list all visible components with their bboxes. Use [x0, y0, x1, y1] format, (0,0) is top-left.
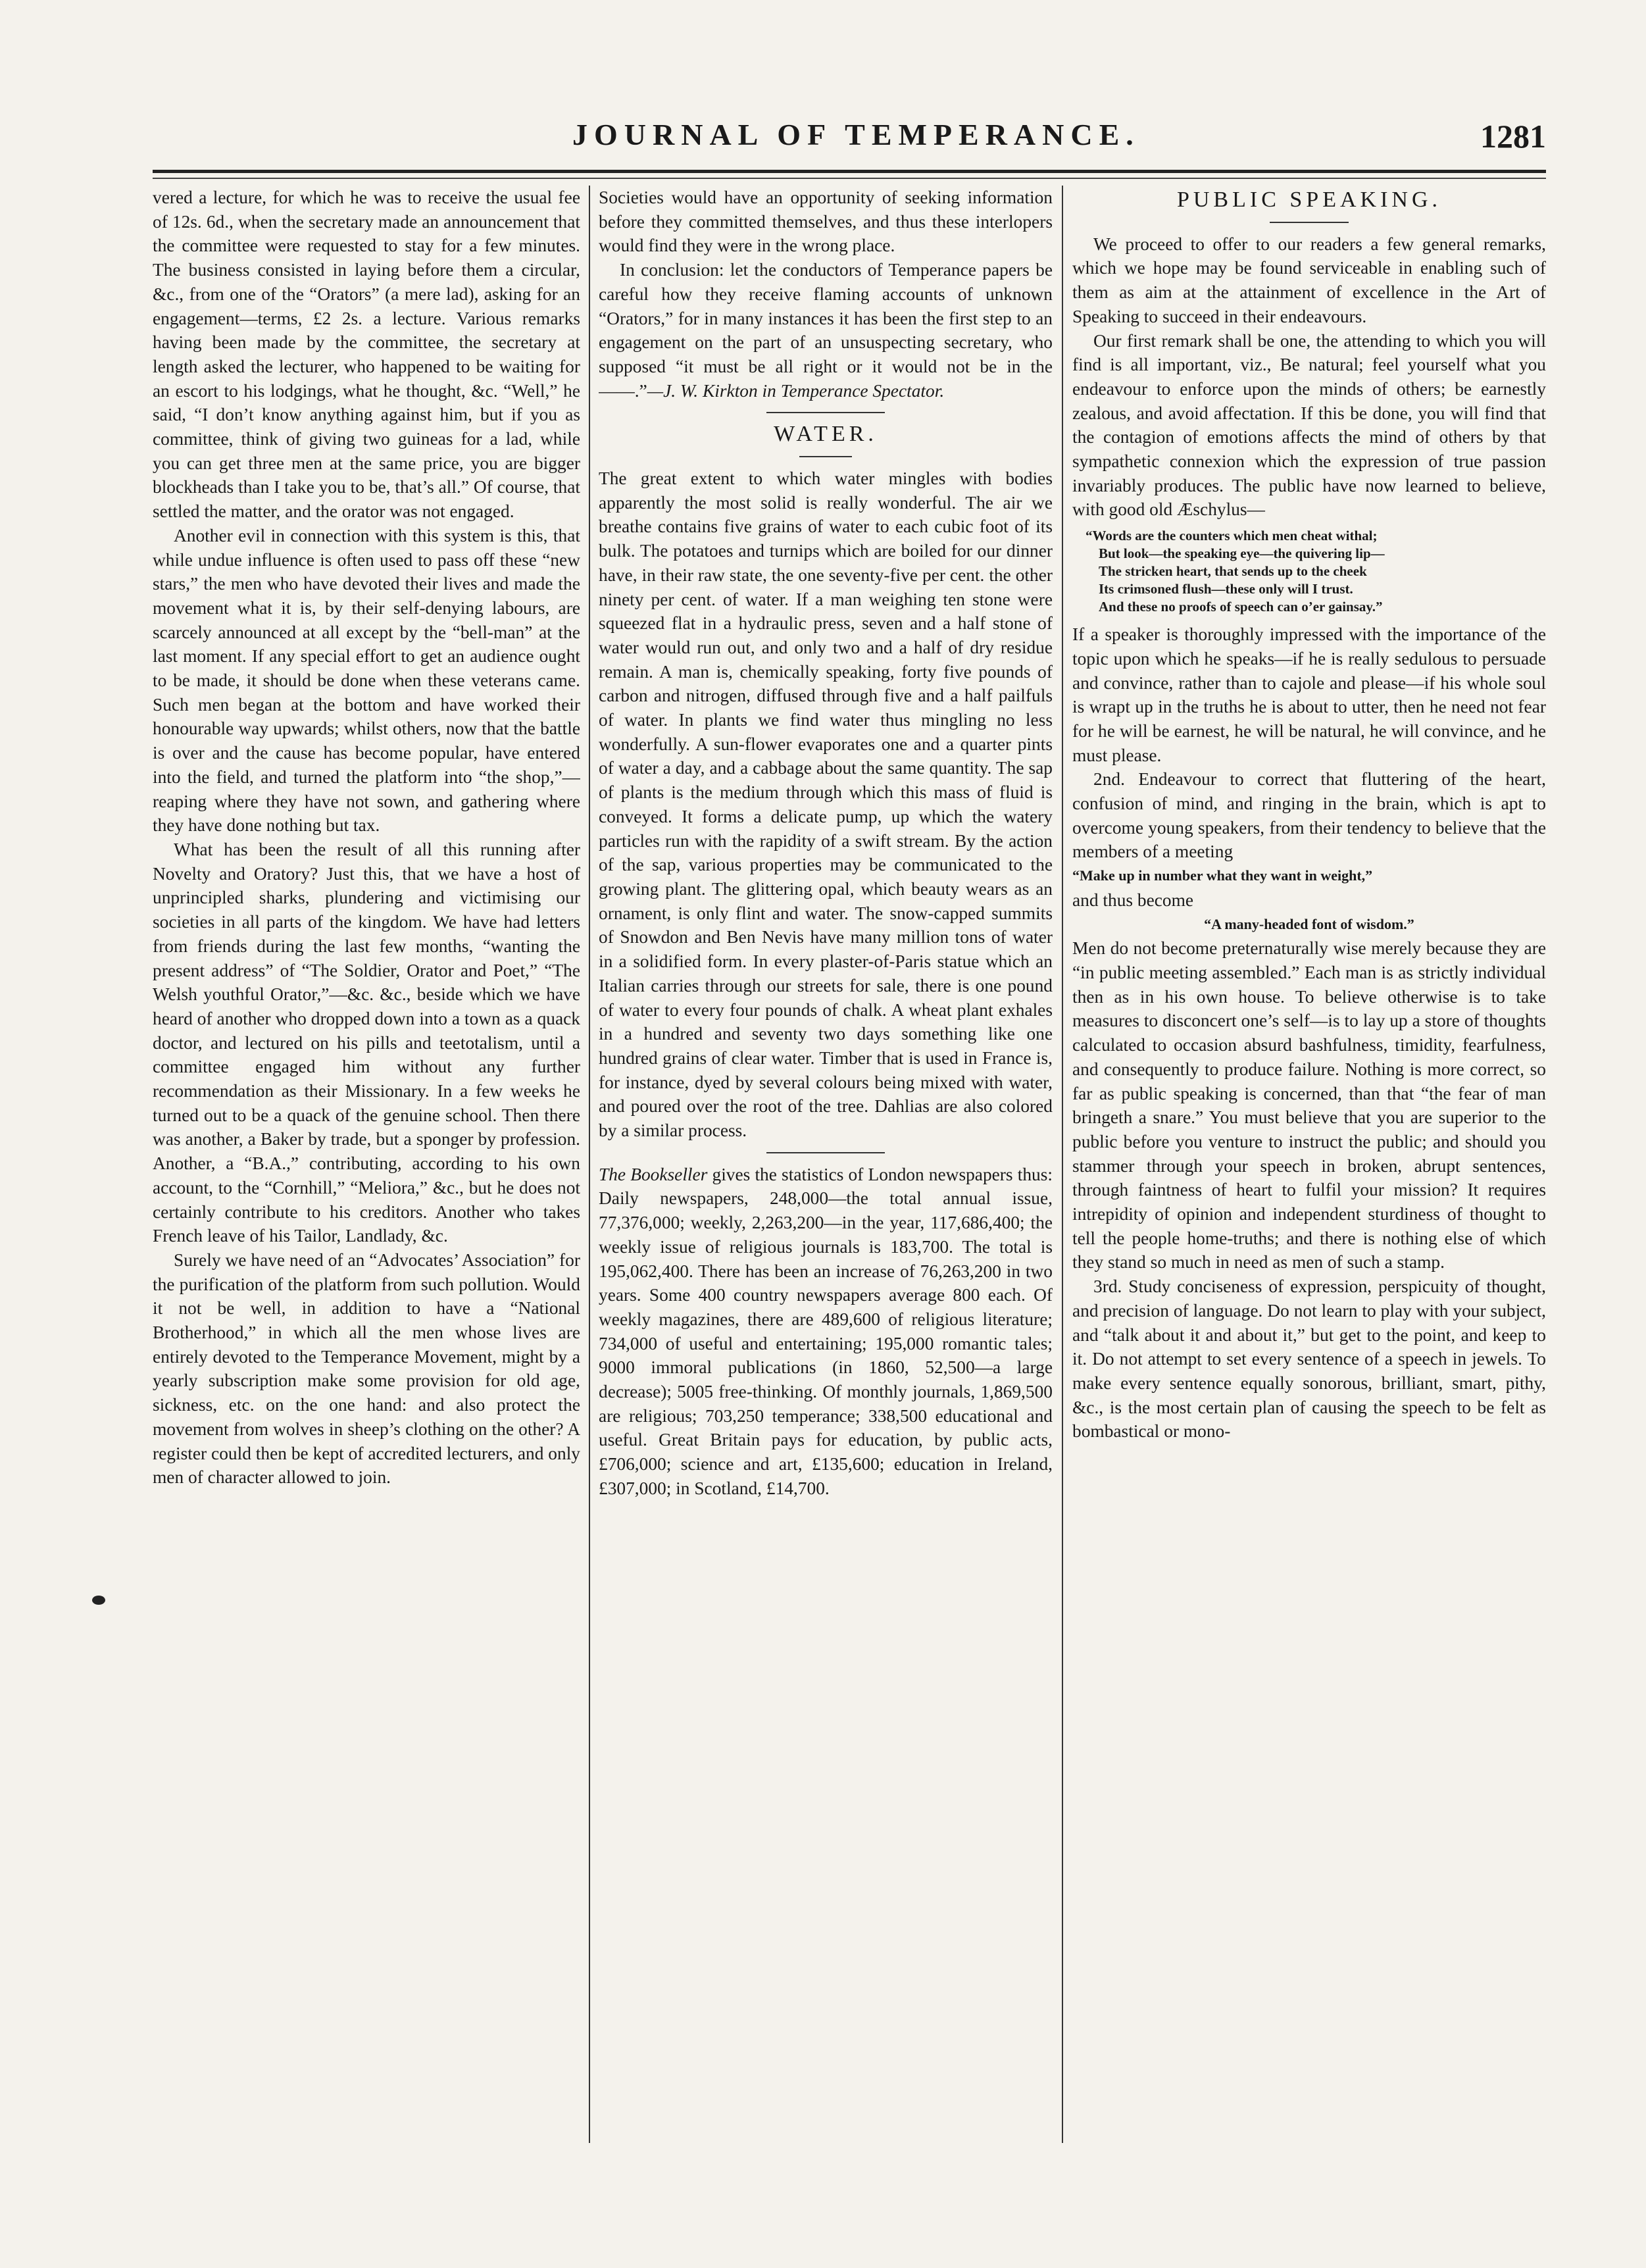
col1-paragraph-2: Another evil in connection with this system is this, that while undue influence is often used to pass off these “new stars,” the men who have devoted their lives and made the movement what it is, by their self-denying labours, are scarcely announced at all except by the “bell-man” at the last moment. If any special effort to get an audience ought to be made, it should be done when these veterans came. Such men began at the bottom and have worked their honourable way upwards; whilst others, now that the battle is over and the cause has become popular, have entered into the field, and turned the platform into “the shop,”—reaping where they have not sown, and gathering where they have done nothing but tax.	[153, 525, 580, 836]
page-number: 1281	[1480, 118, 1546, 155]
section-rule	[766, 1152, 885, 1153]
verse-line: “Words are the counters which men cheat withal;	[1085, 528, 1378, 544]
water-paragraph: The great extent to which water mingles with bodies apparently the most solid is really wonderful. The air we breathe contains five grains of water to each cubic foot of its bulk. The potatoes and turnips which are boiled for our dinner have, in their raw state, the one seventy-five per cent. the other ninety per cent. of water. If a man weighing ten stone were squeezed flat in a hydraulic press, seven and a half stone of water would run out, and only two and a half of dry residue remain. A man is, chemically speaking, forty five pounds of carbon and nitrogen, diffused through five and a half pailfuls of water. In plants we find water thus mingling no less wonderfully. A sun-flower evaporates one and a quarter pints of water a day, and a cabbage about the same quantity. The sap of plants is the medium through which this mass of fluid is conveyed. It forms a delicate pump, up which the watery particles run with the rapidity of a swift stream. By the action of the sap, various properties may be communicated to the growing plant. The glittering opal, which beauty wears as an ornament, is only flint and water. The snow-capped summits of Snowdon and Ben Nevis have many million tons of water in a solidified form. In every plaster-of-Paris statue which an Italian carries through our streets for sale, there is one pound of water to every four pounds of chalk. A wheat plant exhales in a hundred and seventy two days something like one hundred grains of clear water. Timber that is used in France is, for instance, dyed by several colours being mixed with water, and poured over the root of the tree. Dahlias are also colored by a similar process.	[599, 468, 1053, 1141]
bookseller-paragraph	[599, 1163, 1053, 1501]
ps-paragraph-1: We proceed to offer to our readers a few general remarks, which we hope may be found serviceable in enabling such of them as aim at the attainment of excellence in the Art of Speaking to succeed in their endeavours.	[1072, 234, 1546, 326]
verse-line: Its crimsoned flush—these only will I trust.	[1099, 581, 1353, 597]
column-2	[599, 186, 1053, 2143]
verse-line: But look—the speaking eye—the quivering lip—	[1099, 545, 1385, 562]
ink-blot	[92, 1596, 105, 1605]
column-divider-2	[1062, 186, 1063, 2143]
ps-paragraph-3: If a speaker is thoroughly impressed with the importance of the topic upon which he speaks—if he is really sedulous to persuade and convince, rather than to cajole and please—if his whole soul is wrapt up in the truths he is about to utter, then he need not fear for he will be earnest, he will be natural, he will convince, and he must please.	[1072, 624, 1546, 765]
col2-paragraph-2-text: In conclusion: let the conductors of Temperance papers be careful how they receive flaming accounts of unknown “Orators,” for in many instances it has been the first step to an engagement on the part of an unsuspecting secretary, who supposed “it must be all right or it would not be in the ——.”	[599, 260, 1053, 401]
col2-paragraph-1: Societies would have an opportunity of seeking information before they committed themselves, and thus these interlopers would find they were in the wrong place.	[599, 188, 1053, 256]
and-thus-become: and thus become	[1072, 890, 1194, 910]
col1-paragraph-3: What has been the result of all this running after Novelty and Oratory? Just this, that we have a host of unprincipled sharks, plundering and victimising our societies in all parts of the kingdom. We have had letters from friends during the last few months, “wanting the present address” of “The Soldier, Orator and Poet,” “The Welsh youthful Orator,”—&c. &c., beside which we have heard of another who dropped down into a town as a quack doctor, and lectured on his pills and teetotalism, until a committee engaged him without any further recommendation as their Missionary. In a few weeks he turned out to be a quack of the genuine school. Then there was another, a Baker by trade, but a sponger by profession. Another, a “B.A.,” contributing, according to his own account, to the “Cornhill,” “Meliora,” &c., but he does not certainly contribute to his creditors. Another who takes French leave of his Tailor, Landlady, &c.	[153, 839, 580, 1246]
page-header	[151, 117, 1546, 163]
column-divider-1	[589, 186, 590, 2143]
column-1	[153, 186, 580, 2143]
header-rule	[153, 170, 1546, 173]
public-speaking-title: PUBLIC SPEAKING.	[1176, 188, 1442, 212]
article-signature: —J. W. Kirkton in Temperance Spectator.	[647, 380, 945, 401]
col1-paragraph-4: Surely we have need of an “Advocates’ Association” for the purification of the platform from such pollution. Would it not be well, in addition to have a “National Brotherhood,” in which all the men whose lives are entirely devoted to the Temperance Movement, might by a yearly subscription make some provision for old age, sickness, etc. on the one hand: and also protect the movement from wolves in sheep’s clothing on the other? A register could then be kept of accredited lecturers, and only men of character allowed to join.	[153, 1249, 580, 1488]
quote-many-headed: “A many-headed font of wisdom.”	[1204, 915, 1414, 932]
column-3	[1072, 186, 1546, 2143]
section-rule	[1270, 222, 1349, 223]
aeschylus-verse	[1085, 527, 1546, 616]
water-title: WATER.	[774, 422, 878, 447]
ps-paragraph-4: 2nd. Endeavour to correct that fluttering of the heart, confusion of mind, and ringing in the brain, which is apt to overcome young speakers, from their tendency to believe that the members of a meeting	[1072, 769, 1546, 862]
section-rule	[799, 456, 852, 457]
ps-paragraph-5: Men do not become preternaturally wise merely because they are “in public meeting assembled.” Each man is as strictly individual then as in his own house. To believe otherwise is to take measures to disconcert one’s self—is to lay up a store of thoughts calculated to occasion absurd bashfulness, timidity, fearfulness, and consequently to produce failure. Nothing is more correct, so far as public speaking is concerned, than that “the fear of man bringeth a snare.” You must believe that you are superior to the public before you venture to instruct the public; and should you stammer through your speech in broken, abrupt sentences, through faintness of heart to fulfil your mission? It requires intrepidity of opinion and independent sturdiness of thought to tell the people home-truths; and there is nothing else of which they stand so much in need as men of such a stamp.	[1072, 938, 1546, 1273]
section-rule	[766, 412, 885, 413]
col1-paragraph-1: vered a lecture, for which he was to receive the usual fee of 12s. 6d., when the secretary made an announcement that the committee were requested to stay for a few minutes. The business consisted in laying before them a circular, &c., from one of the “Orators” (a mere lad), asking for an engagement—terms, £2 2s. a lecture. Various remarks having been made by the committee, the secretary at length asked the lecturer, who happened to be waiting for an escort to his lodgings, what he thought, &c. “Well,” he said, “I don’t know anything against him, but if you as committee, think of giving two guineas for a lad, while you can get three men at the same price, you are bigger blockheads than I take you to be, that’s all.” Of course, that settled the matter, and the orator was not engaged.	[153, 188, 580, 522]
verse-line: The stricken heart, that sends up to the cheek	[1099, 563, 1367, 580]
header-rule-thin	[153, 178, 1546, 179]
ps-paragraph-2: Our first remark shall be one, the attending to which you will find is all important, viz., Be natural; feel yourself what you endeavour to enforce upon the minds of others; be earnestly zealous, and avoid affectation. If this be done, you will find that the contagion of emotions affects the mind of others by that sympathetic connexion which the expression of true passion invariably produces. The public have now learned to believe, with good old Æschylus—	[1072, 330, 1546, 520]
quote-make-up: “Make up in number what they want in weight,”	[1072, 867, 1373, 884]
ps-paragraph-6: 3rd. Study conciseness of expression, perspicuity of thought, and precision of language. Do not learn to play with your subject, and “talk about it and about it,” but get to the point, and keep to it. Do not attempt to set every sentence of a speech in jewels. To make every sentence equally sonorous, brilliant, smart, pithy, &c., is the most certain plan of causing the speech to be felt as bombastical or mono-	[1072, 1276, 1546, 1442]
bookseller-title: The Bookseller	[599, 1164, 708, 1184]
bookseller-text: gives the statistics of London newspapers thus: Daily newspapers, 248,000—the total annual issue, 77,376,000; weekly, 2,263,200—in the year, 117,686,400; the weekly issue of religious journals is 183,700. The total is 195,062,400. There has been an increase of 76,263,200 in two years. Some 400 country newspapers average 800 each. Of weekly magazines, there are 489,600 of religious literature; 734,000 of useful and entertaining; 195,000 romantic tales; 9000 immoral publications (in 1860, 52,500—a large decrease); 5005 free-thinking. Of monthly journals, 1,869,500 are religious; 703,250 temperance; 338,500 educational and useful. Great Britain pays for education, by public acts, £706,000; science and art, £135,600; education in Ireland, £307,000; in Scotland, £14,700.	[599, 1164, 1053, 1498]
verse-line: And these no proofs of speech can o’er gainsay.”	[1099, 599, 1383, 615]
col2-paragraph-2	[599, 258, 1053, 403]
running-title: JOURNAL OF TEMPERANCE.	[572, 118, 1140, 151]
